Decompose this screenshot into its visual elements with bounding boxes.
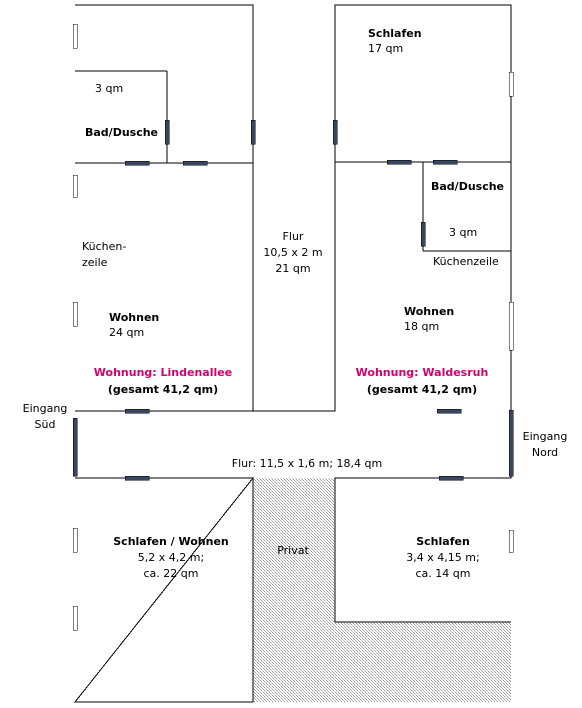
apartment-total-west: (gesamt 41,2 qm) — [107, 383, 219, 396]
door-bad-west — [165, 120, 169, 144]
door-east-h-1 — [387, 160, 411, 164]
label-eingang-nord-1: Eingang — [522, 430, 568, 443]
label-eingang-sued-2: Süd — [34, 418, 56, 431]
label-bad-west-area: 3 qm — [95, 82, 124, 95]
label-schlafen-wohnen-area: ca. 22 qm — [143, 567, 199, 580]
label-eingang-nord-2: Nord — [531, 446, 559, 459]
label-flur-vertical-3: 21 qm — [275, 262, 311, 275]
label-wohnen-west-area: 24 qm — [109, 326, 145, 339]
label-bad-west: Bad/Dusche — [85, 126, 159, 139]
window-west-2 — [73, 175, 77, 197]
label-kuechen-west-1: Küchen- — [82, 240, 127, 253]
label-bad-east-area: 3 qm — [449, 226, 478, 239]
entrance-south-door — [73, 418, 77, 476]
window-west-1 — [73, 24, 77, 48]
door-east-h-2 — [433, 160, 457, 164]
label-wohnen-east-area: 18 qm — [404, 320, 440, 333]
window-west-4 — [73, 528, 77, 552]
window-west-5 — [73, 606, 77, 630]
window-east-3 — [509, 530, 513, 552]
label-schlafen-wohnen-dim: 5,2 x 4,2 m; — [137, 551, 205, 564]
label-schlafen-se: Schlafen — [416, 535, 470, 548]
window-west-3 — [73, 302, 77, 326]
door-west-h-1 — [125, 161, 149, 165]
door-east-flur — [333, 120, 337, 144]
apartment-total-east: (gesamt 41,2 qm) — [366, 383, 478, 396]
door-schlafen-se — [439, 476, 463, 480]
window-east-1 — [509, 72, 513, 96]
label-schlafen-wohnen: Schlafen / Wohnen — [113, 535, 229, 548]
door-east-apartment — [437, 409, 461, 413]
door-west-apartment — [125, 409, 149, 413]
label-privat: Privat — [277, 544, 309, 557]
label-flur-vertical-2: 10,5 x 2 m — [263, 246, 323, 259]
label-schlafen-se-dim: 3,4 x 4,15 m; — [406, 551, 480, 564]
label-schlafen-ne-area: 17 qm — [368, 42, 404, 55]
label-kuechen-west-2: zeile — [82, 256, 108, 269]
label-flur-horizontal: Flur: 11,5 x 1,6 m; 18,4 qm — [231, 457, 383, 470]
apartment-name-east: Wohnung: Waldesruh — [355, 366, 489, 379]
label-flur-vertical-1: Flur — [282, 230, 304, 243]
label-schlafen-se-area: ca. 14 qm — [415, 567, 471, 580]
door-schlafen-wohnen — [125, 476, 149, 480]
door-west-h-2 — [183, 161, 207, 165]
label-schlafen-ne: Schlafen — [368, 27, 422, 40]
label-eingang-sued-1: Eingang — [22, 402, 68, 415]
door-bad-east — [421, 222, 425, 246]
door-west-flur — [251, 120, 255, 144]
label-wohnen-west: Wohnen — [109, 311, 160, 324]
label-kuechen-east: Küchenzeile — [433, 255, 499, 268]
label-bad-east: Bad/Dusche — [431, 180, 505, 193]
window-east-2 — [509, 302, 513, 350]
label-wohnen-east: Wohnen — [404, 305, 455, 318]
private-area — [253, 478, 511, 702]
apartment-name-west: Wohnung: Lindenallee — [93, 366, 233, 379]
entrance-north-door — [509, 410, 513, 476]
